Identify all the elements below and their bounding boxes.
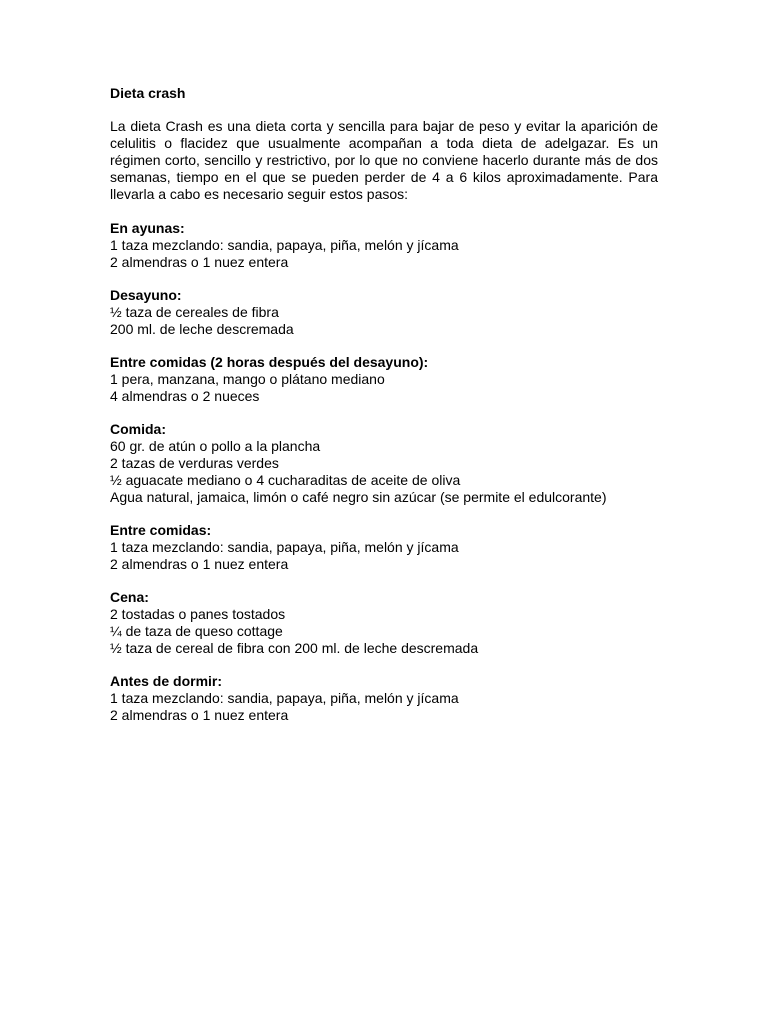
section-entre-comidas-desayuno xyxy=(110,354,658,405)
section-line: 1 taza mezclando: sandia, papaya, piña, melón y jícama xyxy=(110,237,459,253)
section-line: 60 gr. de atún o pollo a la plancha xyxy=(110,438,321,454)
section-en-ayunas xyxy=(110,220,658,271)
section-comida xyxy=(110,421,658,506)
section-line: ½ aguacate mediano o 4 cucharaditas de aceite de oliva xyxy=(110,472,461,488)
section-heading: Desayuno: xyxy=(110,287,182,303)
section-line: 2 almendras o 1 nuez entera xyxy=(110,707,289,723)
section-line: 2 tazas de verduras verdes xyxy=(110,455,279,471)
section-line: 1 taza mezclando: sandia, papaya, piña, melón y jícama xyxy=(110,539,459,555)
section-cena xyxy=(110,589,658,657)
section-heading: Entre comidas (2 horas después del desayuno): xyxy=(110,354,429,370)
section-line: 2 almendras o 1 nuez entera xyxy=(110,254,289,270)
section-line: ½ taza de cereal de fibra con 200 ml. de leche descremada xyxy=(110,640,479,656)
section-line: 4 almendras o 2 nueces xyxy=(110,388,260,404)
section-antes-de-dormir xyxy=(110,673,658,724)
section-line: ¼ de taza de queso cottage xyxy=(110,623,283,639)
section-line: 200 ml. de leche descremada xyxy=(110,321,294,337)
document-page xyxy=(110,85,658,740)
section-heading: Cena: xyxy=(110,589,149,605)
section-heading: Entre comidas: xyxy=(110,522,212,538)
section-line: Agua natural, jamaica, limón o café negro sin azúcar (se permite el edulcorante) xyxy=(110,489,607,505)
section-desayuno xyxy=(110,287,658,338)
section-line: ½ taza de cereales de fibra xyxy=(110,304,279,320)
document-title: Dieta crash xyxy=(110,85,186,101)
section-heading: Antes de dormir: xyxy=(110,673,223,689)
section-heading: Comida: xyxy=(110,421,166,437)
section-line: 2 almendras o 1 nuez entera xyxy=(110,556,289,572)
section-line: 2 tostadas o panes tostados xyxy=(110,606,286,622)
section-line: 1 taza mezclando: sandia, papaya, piña, melón y jícama xyxy=(110,690,459,706)
section-line: 1 pera, manzana, mango o plátano mediano xyxy=(110,371,385,387)
section-entre-comidas xyxy=(110,522,658,573)
intro-paragraph: La dieta Crash es una dieta corta y sencilla para bajar de peso y evitar la aparición de celulitis o flacidez que usualmente acompañan a toda dieta de adelgazar. Es un régimen corto, sencillo y restrictivo, por lo que no conviene hacerlo durante más de dos semanas, tiempo en el que se pueden perder de 4 a 6 kilos aproximadamente. Para llevarla a cabo es necesario seguir estos pasos: xyxy=(110,118,658,202)
section-heading: En ayunas: xyxy=(110,220,185,236)
